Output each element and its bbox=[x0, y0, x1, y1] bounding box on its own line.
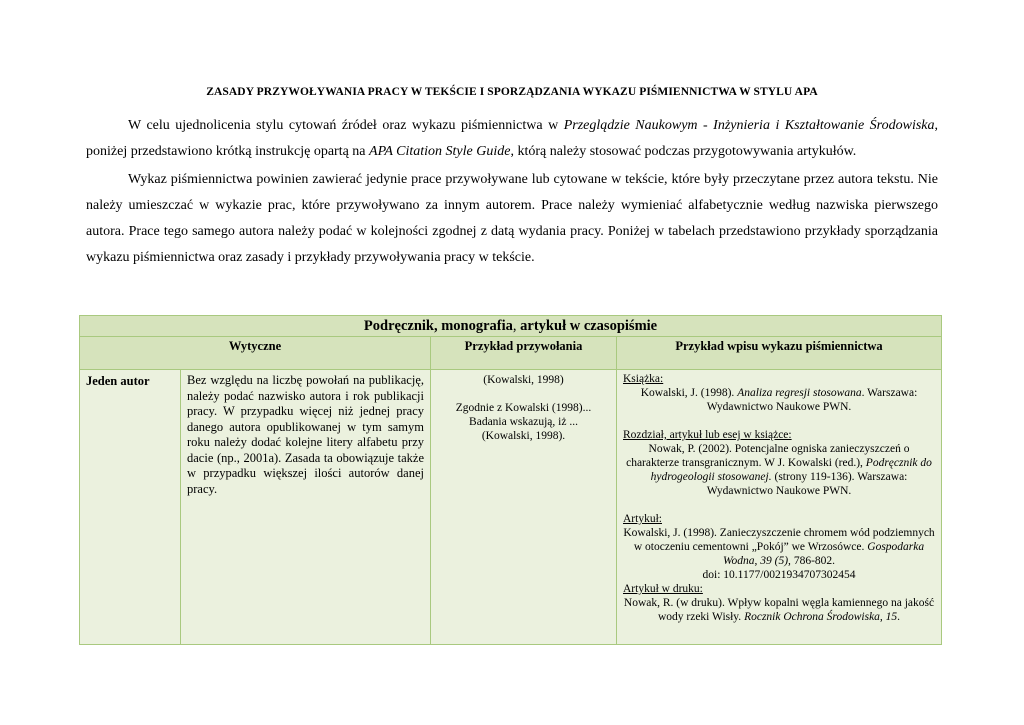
table-main-header: Podręcznik, monografia, artykuł w czasopiśmie bbox=[80, 316, 942, 337]
document-title: ZASADY PRZYWOŁYWANIA PRACY W TEKŚCIE I SPORZĄDZANIA WYKAZU PIŚMIENNICTWA W STYLU APA bbox=[206, 86, 818, 98]
citation-example-2c: (Kowalski, 1998). bbox=[481, 430, 566, 442]
document-page bbox=[86, 84, 938, 273]
intro-paragraph bbox=[86, 113, 938, 165]
chapter-label: Rozdział, artykuł lub esej w książce: bbox=[623, 429, 792, 441]
chapter-reference: Nowak, P. (2002). Potencjalne ogniska zanieczyszczeń o charakterze transgranicznym. W J. Kowalski (red.), Podręcznik do hydrogeologii stosowanej. (strony 119-136). Warszawa: Wydawnictwo Naukowe PWN. bbox=[626, 443, 932, 497]
guideline-cell: Bez względu na liczbę powołań na publikację, należy podać nazwisko autora i rok publikacji pracy. W przypadku więcej niż jednej pracy danego autora opublikowanej w tym samym roku należy dodać kolejne litery alfabetu przy dacie (np., 2001a). Zasada ta obowiązuje także w przypadku większej ilości autorów danej pracy. bbox=[181, 370, 431, 645]
citation-example-cell bbox=[431, 370, 617, 645]
intro-text-2: , poniżej przedstawiono krótką instrukcję opartą na bbox=[86, 118, 938, 159]
citation-example-1: (Kowalski, 1998) bbox=[483, 374, 564, 386]
category-cell: Jeden autor bbox=[80, 370, 181, 645]
intro-text-1: W celu ujednolicenia stylu cytowań źródeł oraz wykazu piśmiennictwa w bbox=[128, 118, 564, 133]
column-header-guidelines: Wytyczne bbox=[80, 337, 431, 370]
journal-name: Przeglądzie Naukowym - Inżynieria i Kształtowanie Środowiska bbox=[563, 118, 935, 133]
in-press-reference: Nowak, R. (w druku). Wpływ kopalni węgla kamiennego na jakość wody rzeki Wisły. Rocznik Ochrona Środowiska, 15. bbox=[623, 597, 935, 623]
apa-examples-table bbox=[79, 315, 942, 645]
citation-example-2b: Badania wskazują, iż ... bbox=[469, 416, 578, 428]
column-header-citation-example: Przykład przywołania bbox=[431, 337, 617, 370]
rules-paragraph: Wykaz piśmiennictwa powinien zawierać jedynie prace przywoływane lub cytowane w tekście, które były przeczytane przez autora tekstu. Nie należy umieszczać w wykazie prac, które przywoływano za innym autorem. Prace należy wymieniać alfabetycznie według nazwiska pierwszego autora. Prace tego samego autora należy podać w kolejności zgodnej z datą wydania pracy. Poniżej w tabelach przedstawiono przykłady sporządzania wykazu piśmiennictwa oraz zasady i przykłady przywoływania pracy w tekście. bbox=[86, 172, 938, 265]
in-press-label: Artykuł w druku: bbox=[623, 583, 703, 595]
citation-example-2a: Zgodnie z Kowalski (1998)... bbox=[455, 402, 592, 414]
style-guide-name: APA Citation Style Guide bbox=[369, 144, 511, 159]
book-reference: Kowalski, J. (1998). Analiza regresji stosowana. Warszawa: Wydawnictwo Naukowe PWN. bbox=[640, 387, 918, 413]
table-row bbox=[80, 370, 942, 645]
article-reference: Kowalski, J. (1998). Zanieczyszczenie chromem wód podziemnych w otoczeniu cementowni „Pokój” we Wrzosówce. Gospodarka Wodna, 39 (5), 786-802. doi: 10.1177/0021934707302454 bbox=[623, 527, 935, 581]
article-doi: doi: 10.1177/0021934707302454 bbox=[702, 569, 856, 581]
article-label: Artykuł: bbox=[623, 513, 662, 525]
book-label: Książka: bbox=[623, 373, 664, 385]
column-header-reference-example: Przykład wpisu wykazu piśmiennictwa bbox=[617, 337, 942, 370]
reference-example-cell bbox=[617, 370, 942, 645]
intro-text-3: , którą należy stosować podczas przygotowywania artykułów. bbox=[510, 144, 857, 159]
